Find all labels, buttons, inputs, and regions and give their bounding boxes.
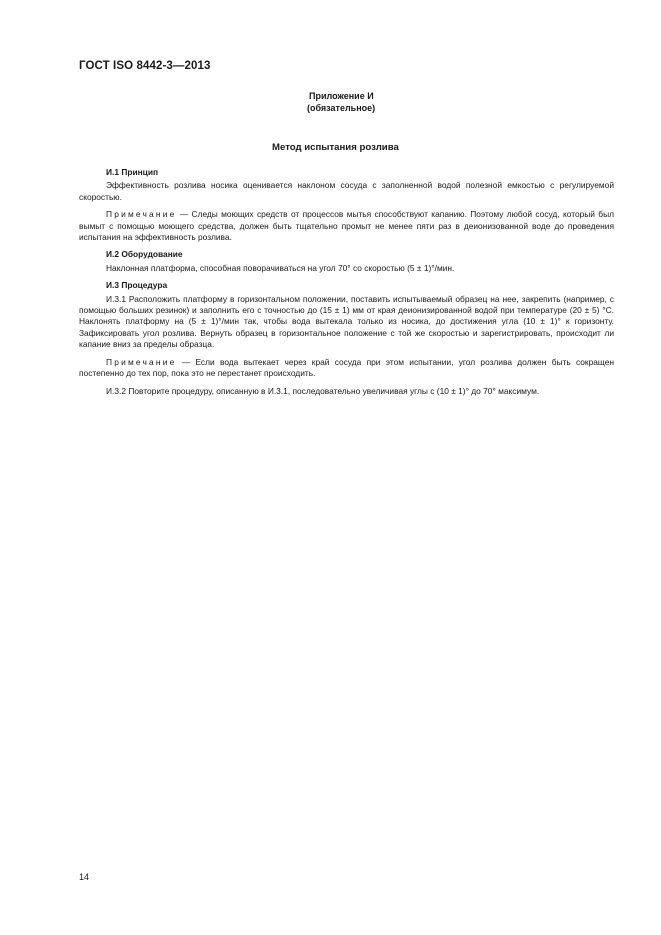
section-heading-principle: И.1 Принцип <box>106 167 159 177</box>
annex-title: Приложение И <box>309 91 374 101</box>
procedure-paragraph-2: И.3.2 Повторите процедуру, описанную в И.3.1, последовательно увеличивая углы с (10 ± 1)° до 70° максимум. <box>106 385 540 396</box>
note-principle <box>79 209 614 243</box>
note-label: Примечание <box>106 356 177 367</box>
annex-type: (обязательное) <box>307 103 376 113</box>
document-body <box>79 167 614 397</box>
note-procedure <box>79 357 614 380</box>
standard-header: ГОСТ ISO 8442-3—2013 <box>79 60 211 72</box>
note-label: Примечание <box>106 209 177 220</box>
method-title: Метод испытания розлива <box>272 142 399 153</box>
equipment-paragraph: Наклонная платформа, способная поворачиваться на угол 70° со скоростью (5 ± 1)°/мин. <box>106 262 455 273</box>
note-text: — Следы моющих средств от процессов мытья способствуют капанию. Поэтому любой сосуд, который был вымыт с помощью моющего средства, должен быть тщательно промыт не менее пяти раз в деионизованной воде до проведения испытания на эффективность розлива. <box>79 209 614 243</box>
principle-paragraph: Эффективность розлива носика оценивается наклоном сосуда с заполненной водой полезной емкостью с регулируемой скоростью. <box>79 180 614 202</box>
procedure-paragraph-1: И.3.1 Расположить платформу в горизонтальном положении, поставить испытываемый образец на нее, закрепить (например, с помощью больших резинок) и заполнить его с точностью до (15 ± 1) мм от края деионизированной водой при температуре (20 ± 5) °С. Наклонять платформу на (5 ± 1)°/мин так, чтобы вода вытекала только из носика, до достижения угла (10 ± 1)° к горизонту. Зафиксировать угол розлива. Вернуть образец в горизонтальное положение с той же скоростью и зарегистрировать, происходит ли капание вниз за пределы образца. <box>79 293 614 350</box>
section-heading-procedure: И.3 Процедура <box>106 280 168 291</box>
section-heading-equipment: И.2 Оборудование <box>106 249 183 260</box>
note-text: — Если вода вытекает через край сосуда при этом испытании, угол розлива должен быть сокращен постепенно до тех пор, пока это не перестанет происходить. <box>79 356 614 379</box>
page-number: 14 <box>79 872 90 882</box>
